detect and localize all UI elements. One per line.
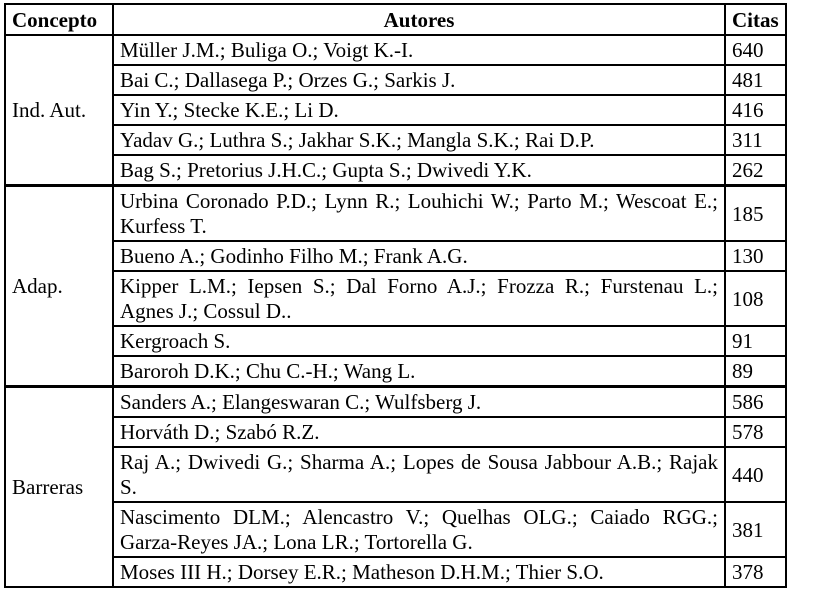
authors-cell: Moses III H.; Dorsey E.R.; Matheson D.H.M.; Thier S.O.: [113, 557, 725, 587]
concept-cell: Ind. Aut.: [5, 35, 113, 186]
cites-cell: 262: [725, 155, 786, 186]
authors-cell: Bai C.; Dallasega P.; Orzes G.; Sarkis J.: [113, 65, 725, 95]
table-row: [5, 186, 786, 242]
cites-cell: 378: [725, 557, 786, 587]
table-row: [5, 241, 786, 271]
table-row: [5, 417, 786, 447]
table-row: [5, 502, 786, 557]
authors-cell: Kipper L.M.; Iepsen S.; Dal Forno A.J.; Frozza R.; Furstenau L.; Agnes J.; Cossul D..: [113, 271, 725, 326]
cites-cell: 89: [725, 356, 786, 387]
cites-cell: 440: [725, 447, 786, 502]
citations-table: [4, 3, 787, 588]
table-row: [5, 125, 786, 155]
table-row: [5, 95, 786, 125]
authors-cell: Horváth D.; Szabó R.Z.: [113, 417, 725, 447]
cites-cell: 130: [725, 241, 786, 271]
concept-cell: Adap.: [5, 186, 113, 387]
cites-cell: 108: [725, 271, 786, 326]
cites-cell: 578: [725, 417, 786, 447]
authors-cell: Baroroh D.K.; Chu C.-H.; Wang L.: [113, 356, 725, 387]
authors-cell: Yadav G.; Luthra S.; Jakhar S.K.; Mangla S.K.; Rai D.P.: [113, 125, 725, 155]
table-row: [5, 65, 786, 95]
authors-cell: Urbina Coronado P.D.; Lynn R.; Louhichi W.; Parto M.; Wescoat E.; Kurfess T.: [113, 186, 725, 242]
cites-cell: 481: [725, 65, 786, 95]
header-row: [5, 4, 786, 35]
authors-cell: Nascimento DLM.; Alencastro V.; Quelhas OLG.; Caiado RGG.; Garza-Reyes JA.; Lona LR.; Tortorella G.: [113, 502, 725, 557]
table-row: [5, 35, 786, 65]
concept-cell: Barreras: [5, 387, 113, 588]
cites-cell: 416: [725, 95, 786, 125]
header-cites: Citas: [725, 4, 786, 35]
table-row: [5, 326, 786, 356]
cites-cell: 381: [725, 502, 786, 557]
cites-cell: 185: [725, 186, 786, 242]
citations-table-container: [4, 3, 787, 588]
authors-cell: Sanders A.; Elangeswaran C.; Wulfsberg J.: [113, 387, 725, 418]
header-authors: Autores: [113, 4, 725, 35]
table-row: [5, 271, 786, 326]
table-row: [5, 557, 786, 587]
cites-cell: 640: [725, 35, 786, 65]
authors-cell: Raj A.; Dwivedi G.; Sharma A.; Lopes de Sousa Jabbour A.B.; Rajak S.: [113, 447, 725, 502]
authors-cell: Bag S.; Pretorius J.H.C.; Gupta S.; Dwivedi Y.K.: [113, 155, 725, 186]
authors-cell: Yin Y.; Stecke K.E.; Li D.: [113, 95, 725, 125]
authors-cell: Müller J.M.; Buliga O.; Voigt K.-I.: [113, 35, 725, 65]
authors-cell: Kergroach S.: [113, 326, 725, 356]
header-concept: Concepto: [5, 4, 113, 35]
cites-cell: 586: [725, 387, 786, 418]
table-row: [5, 356, 786, 387]
table-row: [5, 387, 786, 418]
authors-cell: Bueno A.; Godinho Filho M.; Frank A.G.: [113, 241, 725, 271]
table-row: [5, 155, 786, 186]
table-row: [5, 447, 786, 502]
cites-cell: 311: [725, 125, 786, 155]
cites-cell: 91: [725, 326, 786, 356]
